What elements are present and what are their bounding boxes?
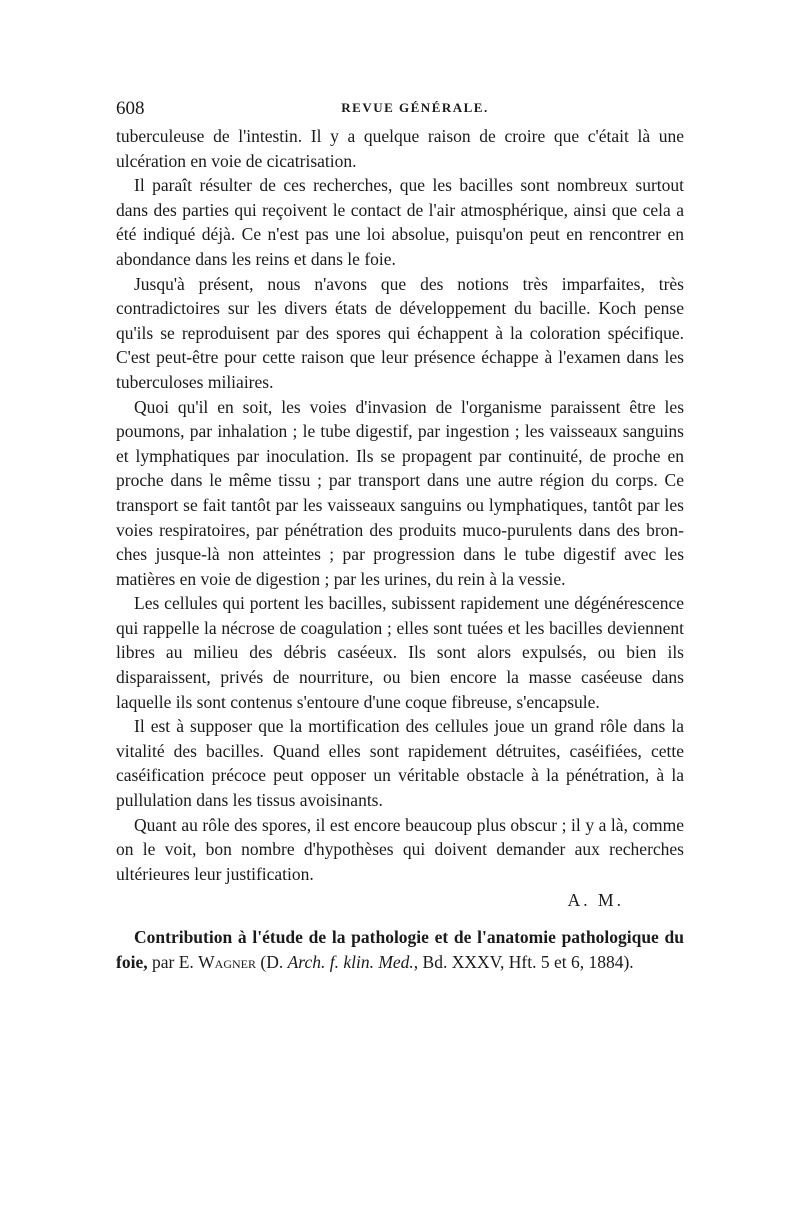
reference-author: Wagner — [198, 952, 256, 972]
paragraph: Il est à supposer que la mortification des cellules joue un grand rôle dans la vitalité des bacilles. Quand elles sont rapidement détruites, caséifiées, cette caséification précoce peut opposer un véritable obstacle à la pénétration, à la pullulation dans les tissus avoisinants. — [116, 716, 684, 811]
author-signature: A. M. — [567, 890, 624, 911]
paragraph: Les cellules qui portent les bacilles, subissent rapidement une dégénérescence qui rappelle la nécrose de coagulation ; elles sont tuées et les bacilles deviennent libres au milieu des débris caséeux. Ils sont alors expulsés, ou bien ils disparaissent, privés de nourriture, ou bien encore la masse caséeuse dans laquelle ils sont contenus s'entoure d'une coque fibreuse, s'encapsule. — [116, 593, 684, 712]
reference-details: , Bd. XXXV, Hft. 5 et 6, 1884). — [413, 952, 634, 972]
page-number: 608 — [116, 98, 145, 119]
body-text — [116, 124, 684, 886]
paragraph: Il paraît résulter de ces recherches, que les bacilles sont nombreux surtout dans des parties qui reçoivent le contact de l'air atmosphérique, ainsi que cela a été indiqué déjà. Ce n'est pas une loi absolue, puisqu'on peut en rencontrer en abondance dans les reins et dans le foie. — [116, 175, 684, 269]
paragraph: Jusqu'à présent, nous n'avons que des notions très imparfaites, très contradictoires sur les divers états de développement du bacille. Koch pense qu'ils se reproduisent par des spores qui échappent à la coloration spécifique. C'est peut-être pour cette raison que leur présence échappe à l'examen dans les tuberculoses miliaires. — [116, 273, 684, 392]
paragraph: Quant au rôle des spores, il est encore beaucoup plus obscur ; il y a là, comme on le voit, bon nombre d'hypothèses qui doivent demander aux recherches ultérieures leur justification. — [116, 814, 684, 884]
article-reference — [116, 925, 684, 975]
reference-title: Contribution à l'étude de la pathologie et de l'anatomie pathologique du foie, — [116, 927, 684, 972]
reference-open: (D. — [256, 952, 288, 972]
page — [116, 98, 684, 975]
paragraph-continued: tuberculeuse de l'intestin. Il y a quelque raison de croire que c'était là une ulcération en voie de cicatrisation. — [116, 126, 684, 171]
paragraph: Quoi qu'il en soit, les voies d'invasion de l'organisme paraissent être les poumons, par inhalation ; le tube digestif, par ingestion ; les vaisseaux sanguins et lymphatiques par inoculation. Ils se propagent par continuité, de proche en proche dans le même tissu ; par transport dans une autre région du corps. Ce transport se fait tantôt par les vaisseaux sanguins ou lymphatiques, tantôt par les voies respiratoires, par pénétration des produits muco-purulents dans des bronches jusque-là non atteintes ; par progression dans le tube digestif avec les matières en voie de digestion ; par les urines, du rein à la vessie. — [116, 396, 684, 589]
journal-title: REVUE GÉNÉRALE. — [341, 100, 489, 115]
reference-by: par E. — [147, 952, 199, 972]
running-head — [116, 98, 684, 124]
reference-journal: Arch. f. klin. Med. — [287, 952, 414, 972]
